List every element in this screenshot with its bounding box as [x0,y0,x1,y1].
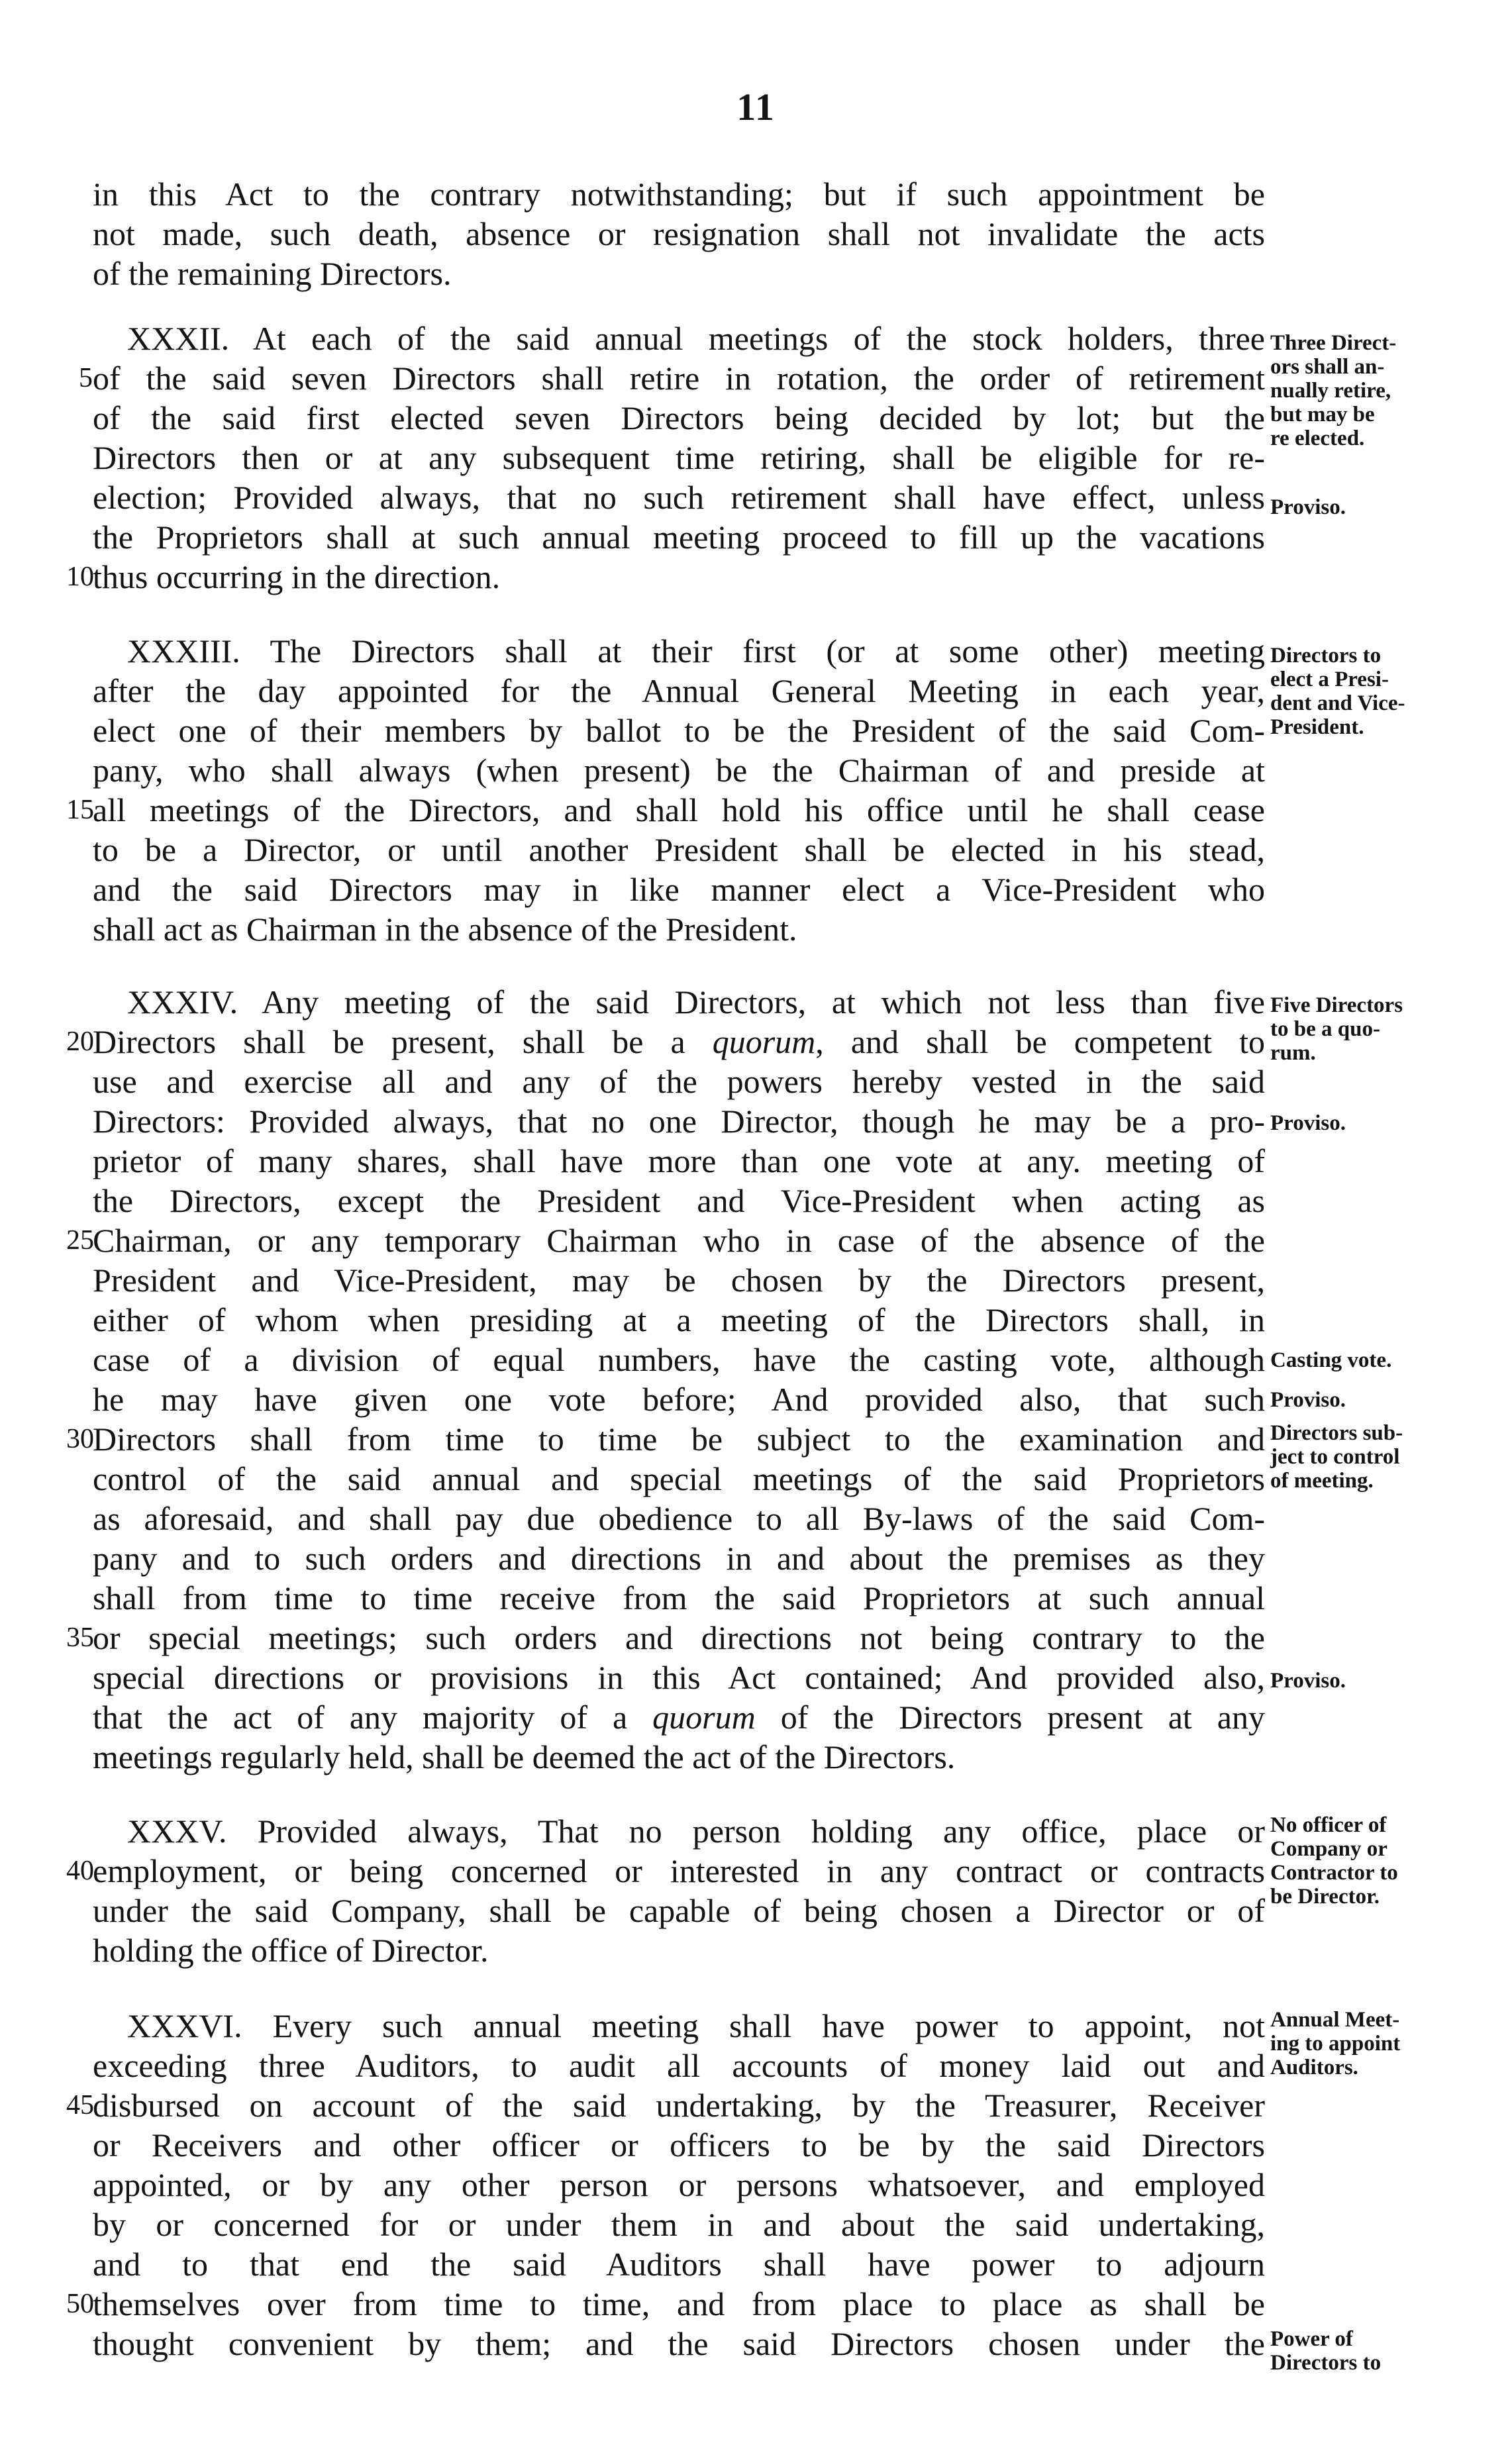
section-xxxiv-line: Chairman, or any temporary Chairman who in case of the absence of the [93,1222,1265,1259]
section-xxxiii-line: pany, who shall always (when present) be the Chairman of and preside at [93,752,1265,789]
section-xxxii-line: XXXII. At each of the said annual meetings of the stock holders, three [127,320,1265,357]
page-number: 11 [736,85,776,128]
section-xxxii-line: election; Provided always, that no such retirement shall have effect, unless [93,479,1265,516]
section-xxxiii-line: elect one of their members by ballot to be the President of the said Com- [93,712,1265,749]
margin-note-directors-elect: Directors to elect a Presi- dent and Vice- President. [1270,644,1405,739]
section-xxxiv-line: prietor of many shares, shall have more than one vote at any. meeting of [93,1142,1265,1179]
text-line: in this Act to the contrary notwithstanding; but if such appointment be [93,175,1265,213]
text-line: not made, such death, absence or resignation shall not invalidate the acts [93,215,1265,252]
quorum-italic: quorum [712,1023,816,1060]
section-xxxiii-line: to be a Director, or until another President shall be elected in his stead, [93,831,1265,868]
section-xxxvi-line: thought convenient by them; and the said Directors chosen under the [93,2325,1265,2362]
section-xxxiii-line: shall act as Chairman in the absence of the President. [93,911,797,948]
section-xxxiv-line: use and exercise all and any of the powers hereby vested in the said [93,1063,1265,1100]
line-number: 15 [66,795,94,825]
section-xxxv-line: employment, or being concerned or interested in any contract or contracts [93,1852,1265,1889]
section-xxxii-line: Directors then or at any subsequent time retiring, shall be eligible for re- [93,439,1265,476]
section-xxxiv-line: the Directors, except the President and Vice-President when acting as [93,1182,1265,1219]
section-xxxiii-line: all meetings of the Directors, and shall hold his office until he shall cease [93,791,1265,828]
section-xxxiv-line: Directors shall from time to time be subject to the examination and [93,1421,1265,1458]
section-xxxvi-line: exceeding three Auditors, to audit all accounts of money laid out and [93,2047,1265,2084]
quorum-italic: quorum [652,1699,756,1736]
margin-note-proviso: Proviso. [1270,1111,1346,1135]
section-xxxiv-line: he may have given one vote before; And provided also, that such [93,1381,1265,1418]
section-xxxiv-line: Directors: Provided always, that no one Director, though he may be a pro- [93,1103,1265,1140]
margin-note-directors-subject: Directors sub- ject to control of meeting. [1270,1421,1403,1493]
section-xxxvi-line: by or concerned for or under them in and about the said undertaking, [93,2206,1265,2243]
section-xxxii-line: thus occurring in the direction. [93,558,501,595]
section-xxxvi-line: and to that end the said Auditors shall have power to adjourn [93,2246,1265,2283]
section-xxxiv-line: shall from time to time receive from the said Proprietors at such annual [93,1579,1265,1617]
section-xxxiv-line: President and Vice-President, may be chosen by the Directors present, [93,1262,1265,1299]
margin-note-three-directors: Three Direct- ors shall an- nually retire, but may be re elected. [1270,331,1397,450]
section-xxxiv-line: meetings regularly held, shall be deemed the act of the Directors. [93,1738,956,1775]
section-xxxv-line: holding the office of Director. [93,1932,489,1969]
margin-note-proviso: Proviso. [1270,1669,1346,1693]
section-xxxiv-line: case of a division of equal numbers, have the casting vote, although [93,1341,1265,1378]
section-xxxv-line: XXXV. Provided always, That no person holding any office, place or [127,1813,1265,1850]
line-number: 25 [66,1225,94,1256]
section-xxxiv-line: or special meetings; such orders and directions not being contrary to the [93,1619,1265,1656]
line-number: 20 [66,1026,94,1057]
section-xxxii-line: the Proprietors shall at such annual meeting proceed to fill up the vacations [93,519,1265,556]
margin-note-five-directors: Five Directors to be a quo- rum. [1270,993,1403,1065]
line-number: 10 [66,562,94,592]
line-number: 40 [66,1856,94,1886]
section-xxxiv-line: control of the said annual and special meetings of the said Proprietors [93,1460,1265,1497]
section-xxxvi-line: themselves over from time to time, and from place to place as shall be [93,2285,1265,2322]
section-xxxiv-line: special directions or provisions in this Act contained; And provided also, [93,1659,1265,1696]
section-xxxiv-line: as aforesaid, and shall pay due obedience to all By-laws of the said Com- [93,1500,1265,1537]
line-number: 45 [66,2090,94,2120]
section-xxxiv-line: pany and to such orders and directions in and about the premises as they [93,1540,1265,1577]
section-xxxiii-line: and the said Directors may in like manner elect a Vice-President who [93,871,1265,908]
section-xxxiii-line: XXXIII. The Directors shall at their first (or at some other) meeting [127,632,1265,670]
margin-note-power-of-directors: Power of Directors to [1270,2327,1382,2375]
section-xxxvi-line: XXXVI. Every such annual meeting shall have power to appoint, not [127,2007,1265,2044]
section-xxxiv-line: XXXIV. Any meeting of the said Directors, at which not less than five [127,983,1265,1021]
section-xxxiv-line: Directors shall be present, shall be a quorum, and shall be competent to [93,1023,1265,1060]
line-number: 5 [79,363,93,393]
section-xxxvi-line: or Receivers and other officer or officers to be by the said Directors [93,2126,1265,2164]
margin-note-proviso: Proviso. [1270,495,1346,519]
line-number: 50 [66,2289,94,2319]
section-xxxiv-line: either of whom when presiding at a meeting of the Directors shall, in [93,1301,1265,1338]
line-number: 35 [66,1622,94,1653]
margin-note-annual-meeting: Annual Meet- ing to appoint Auditors. [1270,2008,1401,2079]
section-xxxii-line: of the said first elected seven Directors being decided by lot; but the [93,399,1265,436]
section-xxxvi-line: appointed, or by any other person or persons whatsoever, and employed [93,2166,1265,2203]
section-xxxv-line: under the said Company, shall be capable of being chosen a Director or of [93,1892,1265,1929]
section-xxxvi-line: disbursed on account of the said undertaking, by the Treasurer, Receiver [93,2087,1265,2124]
section-xxxiii-line: after the day appointed for the Annual General Meeting in each year, [93,672,1265,709]
section-xxxiv-line: that the act of any majority of a quorum of the Directors present at any [93,1699,1265,1736]
section-xxxii-line: of the said seven Directors shall retire in rotation, the order of retirement [93,360,1265,397]
margin-note-no-officer: No officer of Company or Contractor to be Director. [1270,1813,1398,1909]
margin-note-casting-vote: Casting vote. [1270,1348,1392,1372]
line-number: 30 [66,1424,94,1454]
text-line: of the remaining Directors. [93,255,452,292]
margin-note-proviso: Proviso. [1270,1388,1346,1412]
